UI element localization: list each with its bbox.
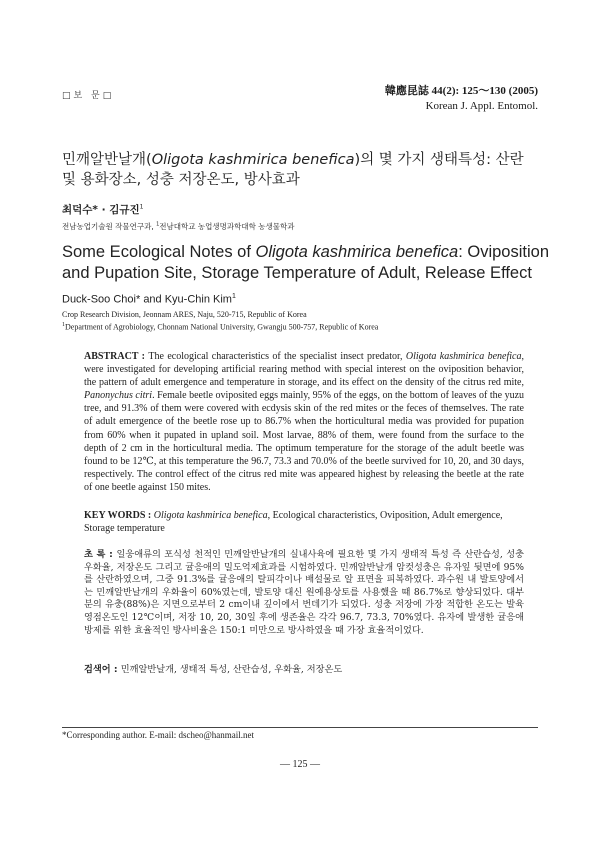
journal-name: Korean J. Appl. Entomol. <box>425 100 538 112</box>
english-authors: Duck-Soo Choi* and Kyu-Chin Kim$^1$ <box>62 293 236 306</box>
journal-citation <box>385 84 538 114</box>
english-title: Some Ecological Notes of Oligota kashmirica benefica: Oviposition and Pupation Site, Storage Temperature of Adult, Release Effect <box>62 243 549 282</box>
korean-keywords: 검색어 : 민깨알반날개, 생태적 특성, 산란습성, 우화율, 저장온도 <box>84 664 343 675</box>
footnote-divider <box>62 727 538 728</box>
abstract-label: ABSTRACT : <box>84 351 149 362</box>
affiliation-1: Crop Research Division, Jeonnam ARES, Naju, 520-715, Republic of Korea <box>62 310 307 319</box>
korean-authors: 최덕수* · 김규진$^1$ <box>62 203 144 216</box>
keywords-label: KEY WORDS : <box>84 510 154 521</box>
journal-volume-line: 韓應昆誌 44(2): 125～130 (2005) <box>384 85 538 97</box>
section-label: □보 문□ <box>62 91 115 101</box>
keywords: KEY WORDS : Oligota kashmirica benefica, Ecological characteristics, Oviposition, Adult emergence, Storage temperature <box>84 510 503 535</box>
page-number: — 125 — <box>280 759 320 770</box>
korean-abstract-label: 초 록 : <box>84 549 117 560</box>
korean-abstract: 초 록 : 일웅애류의 포식성 천적인 민깨알반날개의 실내사육에 필요한 몇 가지 생태적 특성 즉 산란습성, 성충우화율, 저장온도 그리고 귤응애의 밀도억제효과를 시험하였다. 민깨알반날개 암컷성충은 유자잎 뒷면에 95%를 산란하였으며, 그중 91.3%를 귤응애의 탈피각이나 배설물로 알 표면을 피복하였다. 과수원 내 발토양에서는 민깨알반날개의 우화율이 60%였는데, 발토양 대신 원예용상토를 사용했을 때 86.7%로 향상되었다. 대부분의 유충(88%)은 지면으로부터 2 cm이내 깊이에서 번데기가 되었다. 성충 저장에 가장 적합한 온도는 발육영점온도인 12℃이며, 저장 10, 20, 30일 후에 생존율은 각각 96.7, 73.3, 70%였다. 유자에 발생한 귤응애 방제를 위한 효율적인 방사비율은 150:1 미만으로 방사하였을 때 가장 효율적이었다. <box>84 549 524 636</box>
english-title-species: Oligota kashmirica benefica <box>255 243 459 261</box>
corresponding-author-footnote: *Corresponding author. E-mail: dscheo@hanmail.net <box>62 730 254 740</box>
korean-affiliation: 전남농업기술원 작물연구과, $^1$전남대학교 농업생명과학대학 농생물학과 <box>62 221 295 231</box>
abstract: ABSTRACT : The ecological characteristics of the specialist insect predator, Oligota kashmirica benefica, were investigated for developing artificial rearing method with special interest on the oviposition behavior, the pattern of adult emergence and temperature in storage, and its effect on the density of the citrus red mite, Panonychus citri. Female beetle oviposited eggs mainly, 95% of the eggs, on the bottom of leaves of the yuzu tree, and 91.3% of them were covered with ecdysis skin of the red mites or the feces of themselves. The rate of adult emergence of the beetle rose up to 86.7% when the horticultural media was provided for pupation from 60% when it pupated in upland soil. Most larvae, 88% of them, were found from the surface to the depth of 2 cm in the horticultural media. The optimum temperature for the storage of the adult beetle was found to be 12℃, at this temperature the 96.7, 73.3 and 70.0% of the beetle survived for 10, 20, and 30 days, respectively. The control effect of the citrus red mite was appeared highest by releasing the beetle at the rate of one beetle against 150 mites. <box>84 351 525 493</box>
affiliation-2: $^1$Department of Agrobiology, Chonnam National University, Gwangju 500-757, Republic of Korea <box>62 322 379 332</box>
korean-title: 민깨알반날개(Oligota kashmirica benefica)의 몇 가지 생태특성: 산란 및 용화장소, 성충 저장온도, 방사효과 <box>62 152 524 188</box>
english-affiliations <box>62 309 532 333</box>
korean-keywords-label: 검색어 : <box>84 664 121 675</box>
korean-title-species: Oligota kashmirica benefica <box>151 152 355 168</box>
